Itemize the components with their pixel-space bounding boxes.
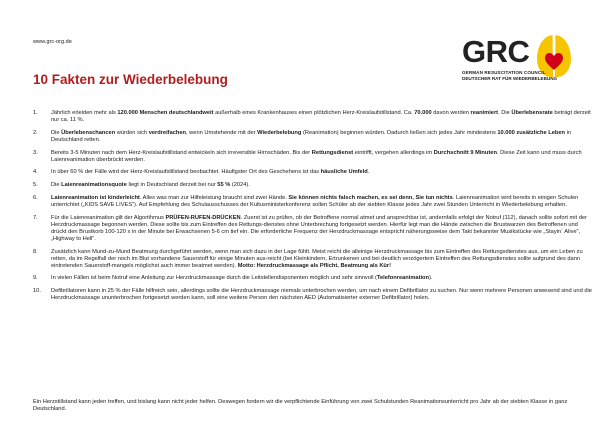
fact-text-segment: . Diese Zeit kann und muss durch Laienreanimation überbrückt werden. bbox=[51, 149, 582, 163]
facts-list bbox=[33, 110, 593, 308]
fact-text-bold: Laienreanimation ist kinderleicht bbox=[51, 194, 140, 201]
fact-text-bold: reanimiert bbox=[470, 110, 499, 116]
fact-text-segment: außerhalb eines Krankenhauses einen plötzlichen Herz-Kreislaufstillstand. Ca. bbox=[213, 110, 415, 116]
fact-text-segment: (2024). bbox=[230, 182, 250, 189]
fact-text bbox=[51, 169, 369, 175]
fact-text-bold: 10.000 zusätzliche Leben bbox=[497, 129, 566, 136]
fact-text-segment: in Deutschland retten. bbox=[51, 129, 572, 143]
fact-text-bold: 55 % bbox=[217, 182, 231, 189]
fact-text-bold: PRÜFEN-RUFEN-DRÜCKEN bbox=[165, 214, 241, 221]
fact-text bbox=[51, 182, 250, 188]
fact-text-segment: In vielen Fällen ist beim Notruf eine Anleitung zur Herzdruckmassage durch die Leitstellendisponenten möglich und sehr sinnvoll ( bbox=[51, 275, 377, 282]
fact-text-segment: Jährlich erleiden mehr als bbox=[51, 110, 118, 116]
fact-text bbox=[51, 275, 432, 281]
fact-text-segment: ). bbox=[429, 275, 433, 282]
fact-text-segment: (Reanimation) beginnen würden. Dadurch ließen sich jedes Jahr mindestens bbox=[301, 129, 498, 136]
fact-item bbox=[33, 110, 593, 124]
fact-text-segment: Die bbox=[51, 182, 62, 189]
fact-number: 4. bbox=[33, 169, 38, 176]
fact-text-segment: , wenn Umstehende mit der bbox=[186, 129, 258, 136]
logo-subtitle-german: DEUTSCHER RAT FÜR WIEDERBELEBUNG bbox=[462, 76, 558, 81]
fact-number: 3. bbox=[33, 149, 38, 156]
fact-text-bold: 70.000 bbox=[414, 110, 432, 116]
fact-item bbox=[33, 275, 593, 282]
fact-text-segment: . Zuerst ist zu prüfen, ob der Betroffene normal atmet und ansprechbar ist, andernfalls erfolgt der Notruf (112), danach sollte sofort mit der Herzdruckmassage begonnen werden. Diese sollte bis zum Eintreffen des Rettungs-dienstes ohne Unterbrechung fortgesetzt werden. Hierfür legt man die Hände zwischen die Brustwarzen des Betroffenen und drückt den Brustkorb 100-120 x in der Minute bei Erwachsenen 5-6 cm tief ein. Die erforderliche Frequenz der Herzdruckmassage entspricht näherungsweise dem Takt bekannter Musikstücke wie „Stayin´ Alive“, „Highway to Hell“. bbox=[51, 214, 587, 242]
grc-logo bbox=[460, 33, 590, 93]
fact-item bbox=[33, 195, 593, 209]
fact-text-segment: liegt in Deutschland derzeit bei nur bbox=[126, 182, 218, 189]
fact-text-bold: 120.000 Menschen deutschlandweit bbox=[117, 110, 214, 116]
fact-text-bold: häusliche Umfeld bbox=[320, 169, 368, 176]
fact-text-segment: . bbox=[367, 169, 370, 176]
fact-text bbox=[51, 215, 587, 242]
logo-text: GRC bbox=[462, 34, 530, 69]
fact-text-segment: eintrifft, vergehen allerdings im bbox=[353, 149, 434, 156]
fact-text-bold: verdreifachen bbox=[148, 129, 187, 136]
website-url[interactable]: www.grc-org.de bbox=[33, 39, 72, 45]
fact-text-segment: . Alles was man zur Hilfeleistung braucht sind zwei Hände. bbox=[139, 194, 289, 201]
fact-text-segment: In über 60 % der Fälle wird der Herz-Kreislaufstillstand beobachtet. Häufigster Ort des Geschehens ist das bbox=[51, 169, 321, 176]
fact-number: 10. bbox=[33, 288, 41, 295]
fact-text-bold: Durchschnitt 9 Minuten bbox=[433, 149, 497, 156]
fact-item bbox=[33, 130, 593, 144]
fact-text-segment: Defibrillatoren kann in 25 % der Fälle hilfreich sein, allerdings sollte die Herzdruckmassage niemals unterbrochen werden, um nach einem Defibrillator zu suchen. Nur wenn mehrere Personen anwesend sind und die Herzdruckmassage ununterbrochen fortgesetzt werden kann, soll eine weitere Person den nächsten AED (Automatisierter externer Defibrillator) holen. bbox=[51, 288, 592, 302]
fact-number: 6. bbox=[33, 194, 38, 201]
fact-text-segment: Bereits 3-5 Minuten nach dem Herz-Kreislaufstillstand entwickeln sich irreversible Hirnschäden. Bis der bbox=[51, 149, 312, 156]
fact-text-bold: Überlebensrate bbox=[511, 110, 553, 116]
fact-text bbox=[51, 249, 583, 269]
fact-text-segment: davon werden bbox=[431, 110, 471, 116]
fact-item bbox=[33, 249, 593, 270]
fact-text-segment: beträgt derzeit nur ca. 11 %. bbox=[51, 110, 591, 123]
fact-number: 5. bbox=[33, 182, 38, 189]
fact-text-segment: Für die Laienreanimation gilt der Algorithmus bbox=[51, 214, 166, 221]
fact-text-segment: . Die bbox=[498, 110, 512, 116]
fact-text-bold: Motto: Herzdruckmassage als Pflicht, Beatmung als Kür! bbox=[237, 262, 392, 269]
fact-item bbox=[33, 215, 593, 243]
fact-text-segment: Zusätzlich kann Mund-zu-Mund Beatmung durchgeführt werden, wenn man sich dazu in der Lage fühlt. Meist reicht die alleinige Herzdruckmassage bis zum Eintreffen des Rettungsdienstes aus, um ein Leben zu retten, da im Regelfall der noch im Blut vorhandene Sauerstoff für einige Minuten aus-reicht (bei Kleinkindern, Ertrunkenen und bei deutlich verzögertem Eintreffen des Rettungsdienstes sollte aufgrund des dann eintretenden Sauerstoff-mangels möglichst auch immer beatmet werden). bbox=[51, 248, 583, 269]
fact-number: 1. bbox=[33, 110, 38, 116]
fact-text-bold: Rettungsdienst bbox=[311, 149, 354, 156]
fact-text bbox=[51, 288, 592, 301]
fact-item bbox=[33, 169, 593, 176]
fact-text-bold: Telefonreanimation bbox=[376, 275, 429, 282]
fact-text bbox=[51, 110, 591, 123]
fact-text-bold: Sie können nichts falsch machen, es sei denn, Sie tun nichts bbox=[288, 194, 453, 201]
fact-item bbox=[33, 182, 593, 189]
fact-text-segment: würden sich bbox=[115, 129, 149, 136]
fact-text bbox=[51, 195, 578, 208]
fact-item bbox=[33, 150, 593, 164]
fact-text-bold: Überlebenschancen bbox=[61, 129, 116, 136]
fact-text-segment: . Laienreanimation wird bereits in einigen Schulen unterrichtet („KIDS SAVE LIVES“). Auf Empfehlung des Schulausschusses der Kultusministerkonferenz sollen Schüler ab der siebten Klasse jedes Jahr zwei Stunden Unterricht in Wiederbelebung erhalten. bbox=[51, 194, 579, 208]
page-title: 10 Fakten zur Wiederbelebung bbox=[33, 72, 228, 87]
fact-text-segment: Die bbox=[51, 129, 62, 136]
logo-subtitle-english: GERMAN RESUSCITATION COUNCIL bbox=[462, 70, 546, 75]
fact-number: 2. bbox=[33, 129, 38, 136]
fact-text bbox=[51, 130, 571, 143]
fact-text bbox=[51, 150, 582, 163]
fact-number: 8. bbox=[33, 248, 38, 255]
closing-paragraph: Ein Herzstillstand kann jeden treffen, und bislang kann nicht jeder helfen. Deswegen fordern wir die verpflichtende Einführung von zwei Schulstunden Reanimationsunterricht pro Jahr ab der siebten Klasse in ganz Deutschland. bbox=[33, 399, 568, 413]
fact-item bbox=[33, 288, 593, 302]
fact-text-bold: Laienreanimationsquote bbox=[61, 182, 127, 189]
fact-number: 7. bbox=[33, 214, 38, 221]
fact-number: 9. bbox=[33, 275, 38, 282]
fact-text-bold: Wiederbelebung bbox=[257, 129, 302, 136]
